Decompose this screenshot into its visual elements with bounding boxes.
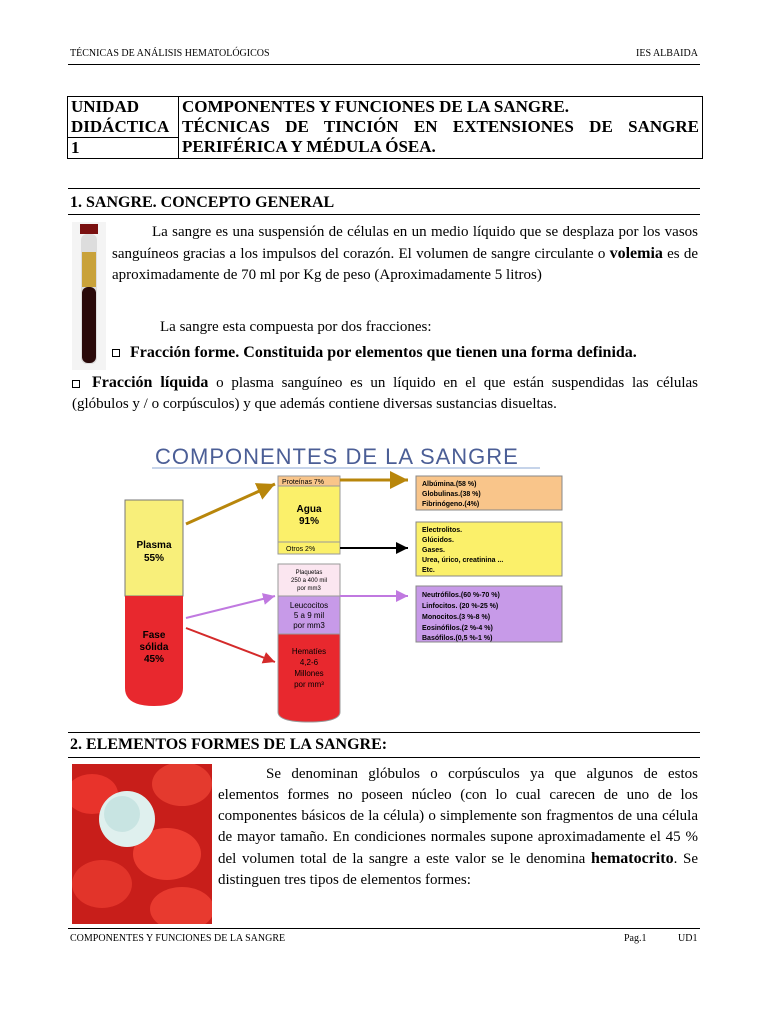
section1-rule-bottom bbox=[68, 214, 700, 215]
eosinofilos-item: Eosinófilos.(2 %-4 %) bbox=[422, 625, 493, 632]
header-left: TÉCNICAS DE ANÁLISIS HEMATOLÓGICOS bbox=[70, 48, 270, 59]
footer-left: COMPONENTES Y FUNCIONES DE LA SANGRE bbox=[70, 933, 286, 944]
hematies-label: Hematíes bbox=[291, 647, 327, 656]
solid-percent: 45% bbox=[143, 654, 165, 665]
section1-heading: 1. SANGRE. CONCEPTO GENERAL bbox=[70, 194, 335, 211]
bullet-icon bbox=[72, 380, 80, 388]
section2-heading: 2. ELEMENTOS FORMES DE LA SANGRE: bbox=[70, 736, 388, 753]
neutrofilos-item: Neutrófilos.(60 %-70 %) bbox=[422, 592, 500, 599]
basofilos-item: Basófilos.(0,5 %-1 %) bbox=[422, 635, 493, 642]
section2-rule-bottom bbox=[68, 757, 700, 758]
leucocitos-unit: por mm3 bbox=[293, 621, 325, 630]
section2-rule-top bbox=[68, 732, 700, 733]
globulinas-item: Globulinas.(38 %) bbox=[422, 491, 481, 498]
albumina-item: Albúmina.(58 %) bbox=[422, 481, 477, 488]
unit-label-1: UNIDAD bbox=[71, 97, 139, 116]
electrolitos-item: Electrolitos. bbox=[422, 527, 463, 534]
fibrinogeno-item: Fibrinógeno.(4%) bbox=[422, 501, 480, 508]
plasma-percent: 55% bbox=[143, 553, 165, 564]
unit-title-2: TÉCNICAS DE TINCIÓN EN EXTENSIONES DE SANGRE bbox=[182, 117, 699, 136]
p1-text-a: La sangre es una suspensión de células en un medio líquido que se desplaza por los vasos sanguíneos gracias a los impulsos del corazón. El volumen de sangre circulante o bbox=[112, 224, 698, 262]
proteinas-label: Proteínas 7% bbox=[282, 479, 325, 486]
hematies-range: 4,2-6 bbox=[299, 658, 319, 667]
section2-paragraph bbox=[218, 764, 698, 891]
unit-box bbox=[67, 96, 703, 159]
plaquetas-label: Plaquetas bbox=[295, 570, 323, 576]
plaquetas-range: 250 a 400 mil bbox=[290, 578, 328, 584]
leucocitos-range: 5 a 9 mil bbox=[293, 611, 325, 620]
blood-cells-image bbox=[72, 764, 212, 924]
leucocitos-label: Leucocitos bbox=[289, 601, 329, 610]
gases-item: Gases. bbox=[422, 547, 445, 554]
solid-label-2: sólida bbox=[139, 642, 169, 653]
section1-paragraph-2: La sangre esta compuesta por dos fracciones: bbox=[160, 319, 432, 335]
linfocitos-item: Linfocitos. (20 %-25 %) bbox=[422, 603, 499, 610]
unit-title-1: COMPONENTES Y FUNCIONES DE LA SANGRE. bbox=[182, 97, 569, 116]
agua-label: Agua bbox=[296, 504, 322, 515]
urea-item: Urea, úrico, creatinina ... bbox=[422, 557, 504, 564]
section1-rule-top bbox=[68, 188, 700, 189]
blood-components-diagram bbox=[120, 440, 570, 730]
hematies-unit: por mm³ bbox=[294, 680, 324, 689]
bullet2-term: Fracción líquida bbox=[92, 374, 209, 391]
bullet-fraccion-forme bbox=[112, 344, 637, 362]
bullet2-text: o plasma sanguíneo es un líquido en el que están suspendidas las células (glóbulos y / o corpúsculos) y que además contiene diversas sustancias disueltas. bbox=[72, 375, 698, 412]
monocitos-item: Monocitos.(3 %-8 %) bbox=[422, 614, 491, 621]
hematocrito-term: hematocrito bbox=[590, 850, 674, 867]
bullet-icon bbox=[112, 349, 120, 357]
section1-paragraph-1 bbox=[112, 222, 698, 286]
footer-unit: UD1 bbox=[678, 933, 698, 944]
p1-text-b: es de aproximadamente de 70 ml por Kg de peso (Aproximadamente 5 litros) bbox=[112, 246, 698, 283]
blood-tube-image bbox=[72, 222, 106, 370]
header-right: IES ALBAIDA bbox=[636, 48, 698, 59]
footer-rule bbox=[68, 928, 700, 929]
otros-label: Otros 2% bbox=[286, 546, 316, 553]
plaquetas-unit: por mm3 bbox=[297, 586, 321, 592]
bullet1-text: Fracción forme. Constituida por elementos que tienen una forma definida. bbox=[130, 344, 637, 361]
agua-percent: 91% bbox=[298, 516, 320, 527]
unit-label-2: DIDÁCTICA bbox=[71, 117, 170, 136]
plasma-label: Plasma bbox=[136, 540, 172, 551]
unit-number: 1 bbox=[71, 138, 80, 157]
s2-text-a: Se denominan glóbulos o corpúsculos ya que algunos de estos elementos formes no poseen núcleo (con lo cual carecen de uno de los componentes básicos de la célula) o simplemente son fragmentos de una célula de mayor tamaño. En condiciones normales supone aproximadamente el 45 % del volumen total de la sangre a este valor se le denomina bbox=[218, 766, 698, 867]
bullet-fraccion-liquida bbox=[72, 372, 698, 415]
hematies-millions: Millones bbox=[294, 669, 324, 678]
unit-title-3: PERIFÉRICA Y MÉDULA ÓSEA. bbox=[182, 137, 436, 156]
volemia-term: volemia bbox=[609, 245, 663, 262]
header-rule bbox=[68, 64, 700, 65]
solid-label-1: Fase bbox=[142, 630, 166, 641]
glucidos-item: Glúcidos. bbox=[422, 537, 454, 544]
footer-page: Pag.1 bbox=[624, 933, 647, 944]
s2-text-b: . Se distinguen tres tipos de elementos formes: bbox=[218, 851, 698, 888]
etc-item: Etc. bbox=[422, 567, 435, 574]
diagram-title: COMPONENTES DE LA SANGRE bbox=[155, 444, 519, 469]
